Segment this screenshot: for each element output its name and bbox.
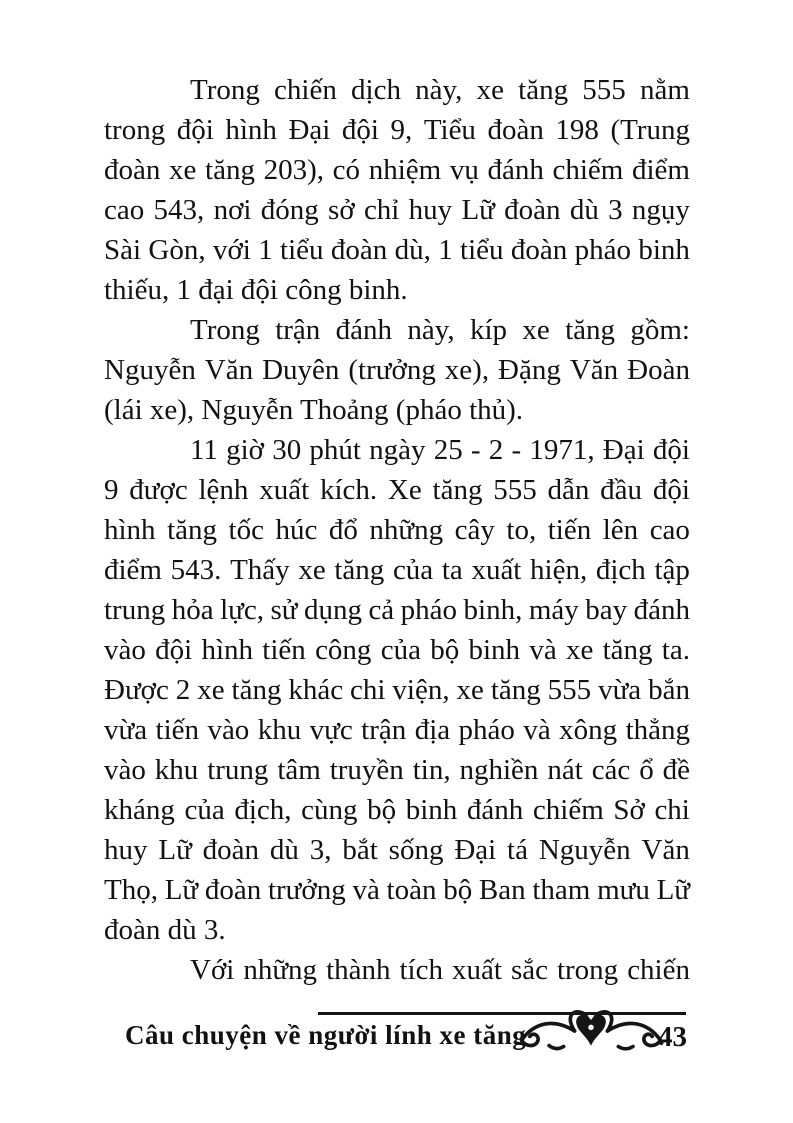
text-line: Trong chiến dịch này, xe tăng 555 nằm xyxy=(190,74,690,106)
text-line: huy Lữ đoàn dù 3, bắt sống Đại tá Nguyễn Văn xyxy=(104,834,690,866)
flourish-ornament-icon xyxy=(518,1004,664,1058)
text-line: hình tăng tốc húc đổ những cây to, tiến lên cao xyxy=(104,514,690,546)
text-line: Với những thành tích xuất sắc trong chiến xyxy=(190,954,690,986)
text-line: điểm 543. Thấy xe tăng của ta xuất hiện, địch tập xyxy=(104,554,690,586)
footer-title: Câu chuyện về người lính xe tăng xyxy=(125,1020,527,1050)
text-line: đoàn dù 3. xyxy=(104,914,226,946)
text-line: Thọ, Lữ đoàn trưởng và toàn bộ Ban tham mưu Lữ xyxy=(104,874,690,906)
text-line: (lái xe), Nguyễn Thoảng (pháo thủ). xyxy=(104,394,524,426)
text-line: kháng của địch, cùng bộ binh đánh chiếm Sở chi xyxy=(104,794,690,826)
page-number: 43 xyxy=(658,1021,687,1053)
text-line: Trong trận đánh này, kíp xe tăng gồm: xyxy=(190,314,690,346)
text-line: vừa tiến vào khu vực trận địa pháo và xông thẳng xyxy=(104,714,690,746)
body-text xyxy=(104,70,690,990)
text-line: Sài Gòn, với 1 tiểu đoàn dù, 1 tiểu đoàn pháo binh xyxy=(104,234,690,266)
paragraph xyxy=(104,310,690,430)
text-line: Được 2 xe tăng khác chi viện, xe tăng 555 vừa bắn xyxy=(104,674,690,706)
text-line: 9 được lệnh xuất kích. Xe tăng 555 dẫn đầu đội xyxy=(104,474,690,506)
text-line: trong đội hình Đại đội 9, Tiểu đoàn 198 (Trung xyxy=(104,114,690,146)
paragraph xyxy=(104,430,690,950)
text-line: đoàn xe tăng 203), có nhiệm vụ đánh chiếm điểm xyxy=(104,154,690,186)
paragraph xyxy=(104,70,690,310)
text-line: 11 giờ 30 phút ngày 25 - 2 - 1971, Đại đội xyxy=(190,434,690,466)
text-line: vào đội hình tiến công của bộ binh và xe tăng ta. xyxy=(104,634,690,666)
text-line: cao 543, nơi đóng sở chỉ huy Lữ đoàn dù 3 ngụy xyxy=(104,194,690,226)
text-line: Nguyễn Văn Duyên (trưởng xe), Đặng Văn Đoàn xyxy=(104,354,690,386)
text-line: thiếu, 1 đại đội công binh. xyxy=(104,274,408,306)
text-line: vào khu trung tâm truyền tin, nghiền nát các ổ đề xyxy=(104,754,690,786)
text-line: trung hỏa lực, sử dụng cả pháo binh, máy bay đánh xyxy=(104,594,690,626)
paragraph xyxy=(104,950,690,990)
